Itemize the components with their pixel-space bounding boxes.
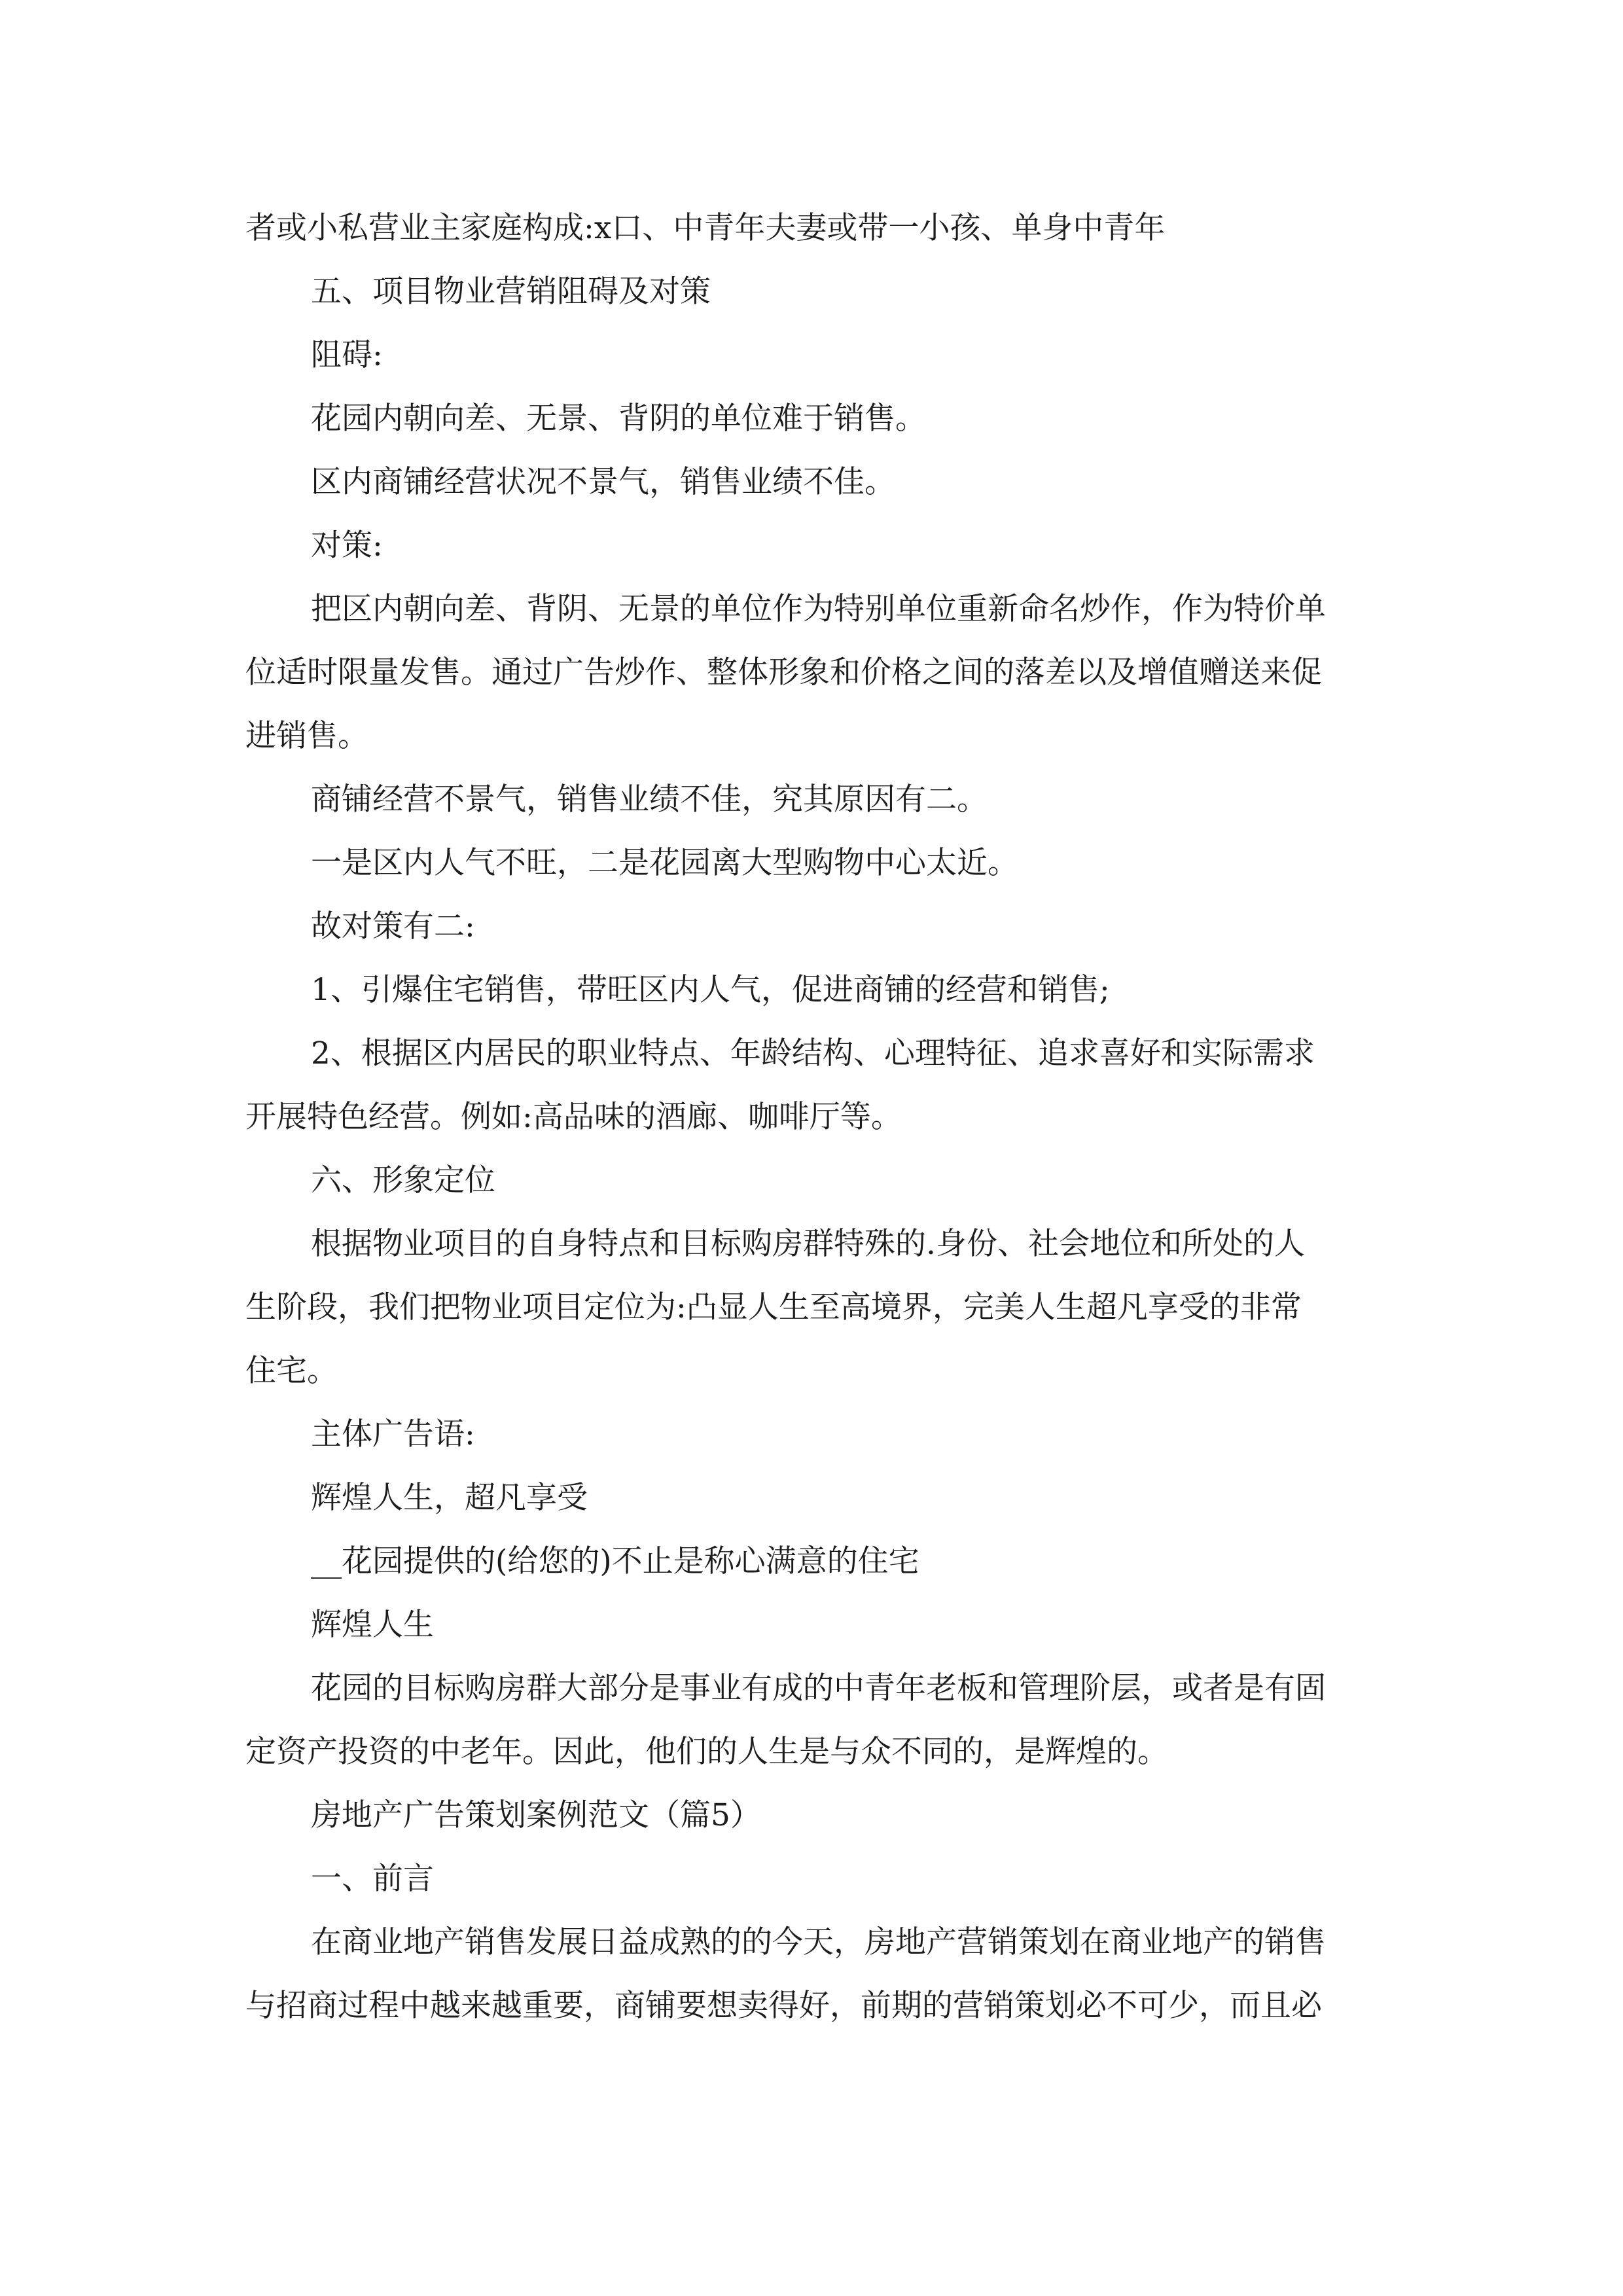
text-line: 在商业地产销售发展日益成熟的的今天，房地产营销策划在商业地产的销售 [311,1924,1326,1960]
subheading: 阻碍: [311,337,383,373]
text-line: 花园内朝向差、无景、背阴的单位难于销售。 [311,401,926,437]
slogan: 辉煌人生，超凡享受 [311,1480,588,1516]
subheading: 故对策有二: [311,908,475,944]
section-heading: 一、前言 [311,1861,434,1897]
slogan: 辉煌人生 [311,1607,434,1643]
text-line: 把区内朝向差、背阴、无景的单位作为特别单位重新命名炒作，作为特价单 [311,591,1326,627]
text-line: 住宅。 [245,1353,338,1389]
text-line: 一是区内人气不旺，二是花园离大型购物中心太近。 [311,845,1018,881]
section-heading: 五、项目物业营销阻碍及对策 [311,274,711,310]
text-line: 花园的目标购房群大部分是事业有成的中青年老板和管理阶层，或者是有固 [311,1670,1326,1706]
text-line: 者或小私营业主家庭构成:x口、中青年夫妻或带一小孩、单身中青年 [245,210,1166,246]
text-line: 定资产投资的中老年。因此，他们的人生是与众不同的，是辉煌的。 [245,1734,1168,1770]
text-line: 进销售。 [245,718,368,754]
subheading: 主体广告语: [311,1416,475,1452]
article-title: 房地产广告策划案例范文（篇5） [311,1797,761,1833]
text-line: 商铺经营不景气，销售业绩不佳，究其原因有二。 [311,781,988,817]
list-item: 2、根据区内居民的职业特点、年龄结构、心理特征、追求喜好和实际需求 [311,1035,1315,1071]
text-line: 位适时限量发售。通过广告炒作、整体形象和价格之间的落差以及增值赠送来促 [245,655,1322,691]
text-line: 根据物业项目的自身特点和目标购房群特殊的.身份、社会地位和所处的人 [311,1226,1305,1262]
list-item: 1、引爆住宅销售，带旺区内人气，促进商铺的经营和销售; [311,972,1110,1008]
text-line: 开展特色经营。例如:高品味的酒廊、咖啡厅等。 [245,1099,902,1135]
text-line: 生阶段，我们把物业项目定位为:凸显人生至高境界，完美人生超凡享受的非常 [245,1289,1302,1325]
slogan: __花园提供的(给您的)不止是称心满意的住宅 [311,1543,919,1579]
section-heading: 六、形象定位 [311,1162,495,1198]
document-body [245,196,1378,2037]
text-line: 与招商过程中越来越重要，商铺要想卖得好，前期的营销策划必不可少，而且必 [245,1988,1322,2024]
text-line: 区内商铺经营状况不景气，销售业绩不佳。 [311,464,895,500]
subheading: 对策: [311,528,383,564]
